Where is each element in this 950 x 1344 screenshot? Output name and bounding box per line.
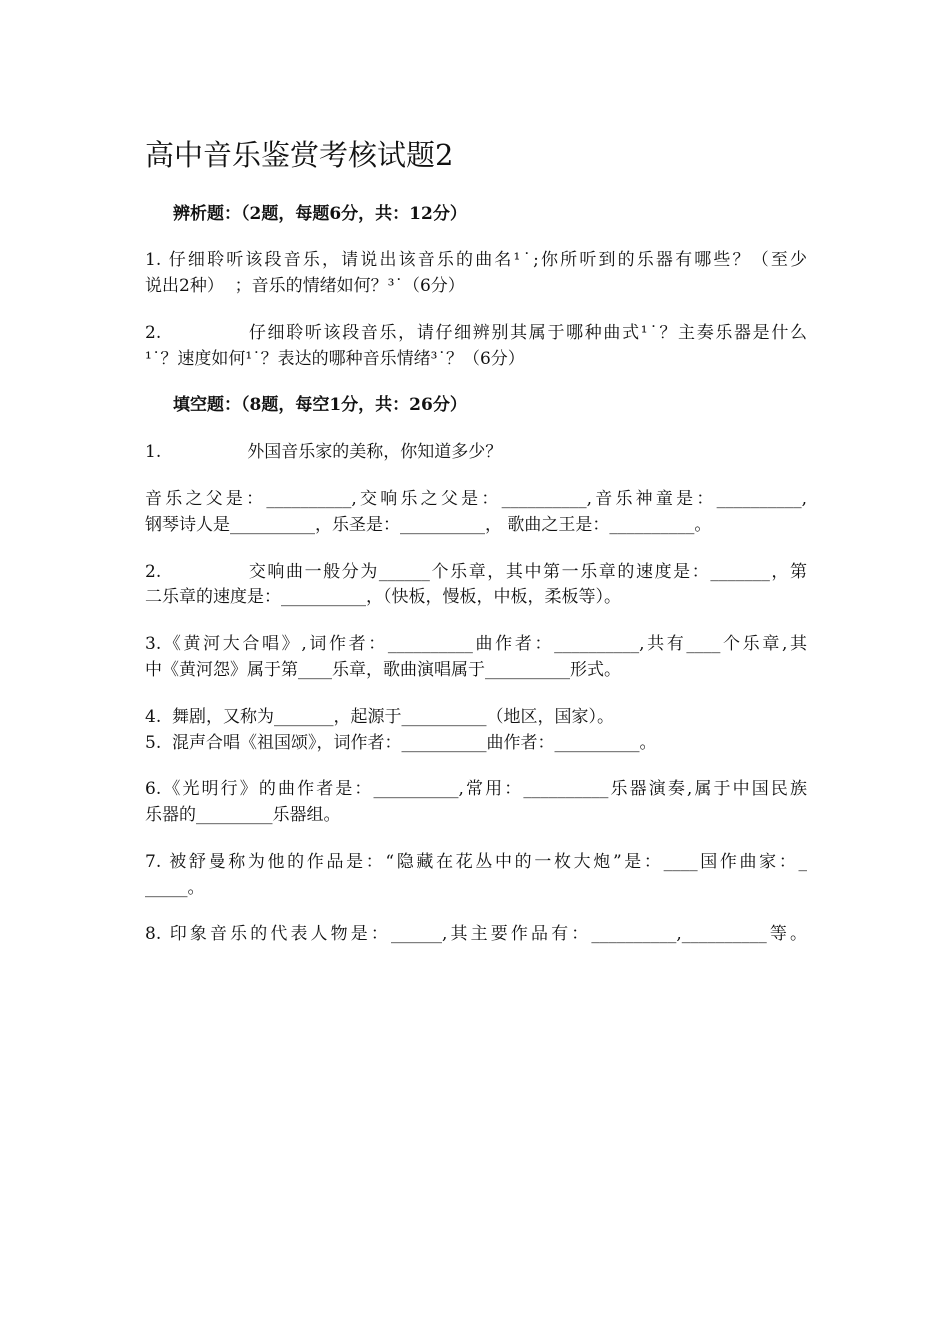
question-text: 外国音乐家的美称，你知道多少？ [247,442,503,462]
fill-question-1-line-1: 音乐之父是：__________,交响乐之父是：__________,音乐神童是：__________, [145,489,807,509]
fill-question-4: 4. 舞剧，又称为_______，起源于__________（地区，国家）。 [145,707,615,727]
fill-question-7-line-2: _____。 [145,878,205,898]
section-heading-fill-blank: 填空题：（8题，每空1分，共：26分） [173,395,467,415]
fill-question-6-line-2: 乐器的_________乐器组。 [145,805,341,825]
analysis-question-2-line-2: ¹˙？速度如何¹˙？表达的哪种音乐情绪³˙？（6分） [145,349,525,369]
fill-question-7-line-1: 7. 被舒曼称为他的作品是：“隐藏在花丛中的一枚大炮”是：____国作曲家：_ [145,852,807,872]
page-title: 高中音乐鉴赏考核试题2 [145,138,454,172]
question-number: 2. [145,562,162,582]
fill-question-2-line-1 [145,557,807,582]
fill-question-5: 5. 混声合唱《祖国颂》，词作者：__________曲作者：__________。 [145,733,657,753]
analysis-question-1-line-2: 说出2种） ；音乐的情绪如何？³˙（6分） [145,276,465,296]
section-heading-analysis: 辨析题：（2题，每题6分，共：12分） [173,204,467,224]
question-number: 2. [145,323,162,343]
fill-question-6-line-1: 6.《光明行》的曲作者是：__________,常用：__________乐器演奏,属于中国民族 [145,779,807,799]
fill-question-3-line-1: 3.《黄河大合唱》,词作者：__________曲作者：__________,共有____个乐章,其 [145,634,807,654]
fill-question-8: 8. 印象音乐的代表人物是：______,其主要作品有：__________,__________等。 [145,924,807,944]
fill-question-1-intro [145,437,502,462]
question-text: 仔细聆听该段音乐，请仔细辨别其属于哪种曲式¹˙？主奏乐器是什么 [247,323,807,343]
question-number: 1. [145,442,162,462]
analysis-question-1-line-1: 1. 仔细聆听该段音乐，请说出该音乐的曲名¹˙;你所听到的乐器有哪些？（至少 [145,250,807,270]
fill-question-1-line-2: 钢琴诗人是__________，乐圣是：__________， 歌曲之王是：__________。 [145,515,712,535]
fill-question-3-line-2: 中《黄河怨》属于第____乐章，歌曲演唱属于__________形式。 [145,660,621,680]
question-text: 交响曲一般分为______个乐章，其中第一乐章的速度是：_______，第 [247,562,807,582]
analysis-question-2-line-1 [145,318,807,343]
fill-question-2-line-2: 二乐章的速度是：__________，（快板，慢板，中板，柔板等）。 [145,587,621,607]
